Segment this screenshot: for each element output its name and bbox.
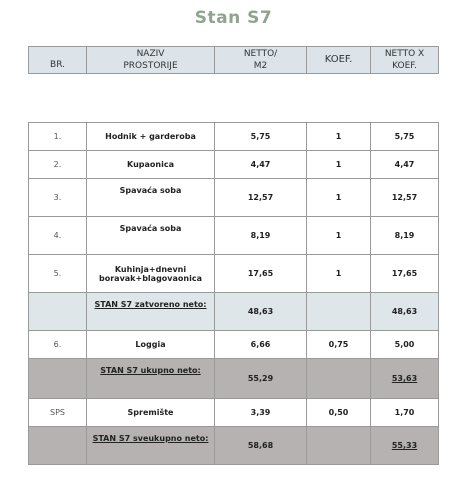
row-netto: 4,47 bbox=[215, 151, 307, 179]
row-total: 12,57 bbox=[371, 179, 439, 217]
row-br: 2. bbox=[29, 151, 87, 179]
row-name: Kupaonica bbox=[87, 151, 215, 179]
row-br bbox=[29, 427, 87, 465]
row-br: 4. bbox=[29, 217, 87, 255]
row-total: 17,65 bbox=[371, 255, 439, 293]
row-br: 6. bbox=[29, 331, 87, 359]
grand-total-row bbox=[29, 427, 439, 465]
row-name: Hodnik + garderoba bbox=[87, 123, 215, 151]
row-total: 53,63 bbox=[371, 359, 439, 399]
table-row bbox=[29, 399, 439, 427]
row-name: Kuhinja+dnevni boravak+blagovaonica bbox=[87, 255, 215, 293]
table-row bbox=[29, 255, 439, 293]
row-total: 55,33 bbox=[371, 427, 439, 465]
header-br: BR. bbox=[29, 47, 87, 74]
row-koef bbox=[307, 427, 371, 465]
row-netto: 55,29 bbox=[215, 359, 307, 399]
header-koef: KOEF. bbox=[307, 47, 371, 74]
row-total: 5,75 bbox=[371, 123, 439, 151]
row-br bbox=[29, 359, 87, 399]
table-row bbox=[29, 123, 439, 151]
row-name: Spavaća soba bbox=[87, 217, 215, 255]
subtotal-row bbox=[29, 293, 439, 331]
table-header bbox=[28, 46, 439, 74]
row-netto: 48,63 bbox=[215, 293, 307, 331]
header-netto-x-koef: NETTO X KOEF. bbox=[371, 47, 439, 74]
row-name: STAN S7 sveukupno neto: bbox=[87, 427, 215, 465]
row-total: 48,63 bbox=[371, 293, 439, 331]
row-koef bbox=[307, 359, 371, 399]
row-br: 1. bbox=[29, 123, 87, 151]
table-row bbox=[29, 331, 439, 359]
row-name: Loggia bbox=[87, 331, 215, 359]
row-name: STAN S7 ukupno neto: bbox=[87, 359, 215, 399]
row-koef: 1 bbox=[307, 255, 371, 293]
row-name: Spavaća soba bbox=[87, 179, 215, 217]
row-netto: 3,39 bbox=[215, 399, 307, 427]
row-br: SPS bbox=[29, 399, 87, 427]
row-koef: 1 bbox=[307, 217, 371, 255]
row-koef: 1 bbox=[307, 179, 371, 217]
row-netto: 17,65 bbox=[215, 255, 307, 293]
header-netto: NETTO/ M2 bbox=[215, 47, 307, 74]
row-koef: 0,50 bbox=[307, 399, 371, 427]
row-netto: 12,57 bbox=[215, 179, 307, 217]
row-total: 8,19 bbox=[371, 217, 439, 255]
row-koef bbox=[307, 293, 371, 331]
row-netto: 8,19 bbox=[215, 217, 307, 255]
page-title: Stan S7 bbox=[194, 8, 273, 28]
row-netto: 6,66 bbox=[215, 331, 307, 359]
row-br bbox=[29, 293, 87, 331]
header-naziv: NAZIV PROSTORIJE bbox=[87, 47, 215, 74]
row-koef: 1 bbox=[307, 123, 371, 151]
row-koef: 0,75 bbox=[307, 331, 371, 359]
row-total: 4,47 bbox=[371, 151, 439, 179]
row-br: 3. bbox=[29, 179, 87, 217]
row-koef: 1 bbox=[307, 151, 371, 179]
total-row bbox=[29, 359, 439, 399]
row-total: 1,70 bbox=[371, 399, 439, 427]
table-row bbox=[29, 217, 439, 255]
row-netto: 58,68 bbox=[215, 427, 307, 465]
row-netto: 5,75 bbox=[215, 123, 307, 151]
table-row bbox=[29, 179, 439, 217]
table-row bbox=[29, 151, 439, 179]
row-br: 5. bbox=[29, 255, 87, 293]
row-name: STAN S7 zatvoreno neto: bbox=[87, 293, 215, 331]
row-total: 5,00 bbox=[371, 331, 439, 359]
row-name: Spremište bbox=[87, 399, 215, 427]
rooms-table bbox=[28, 122, 439, 465]
